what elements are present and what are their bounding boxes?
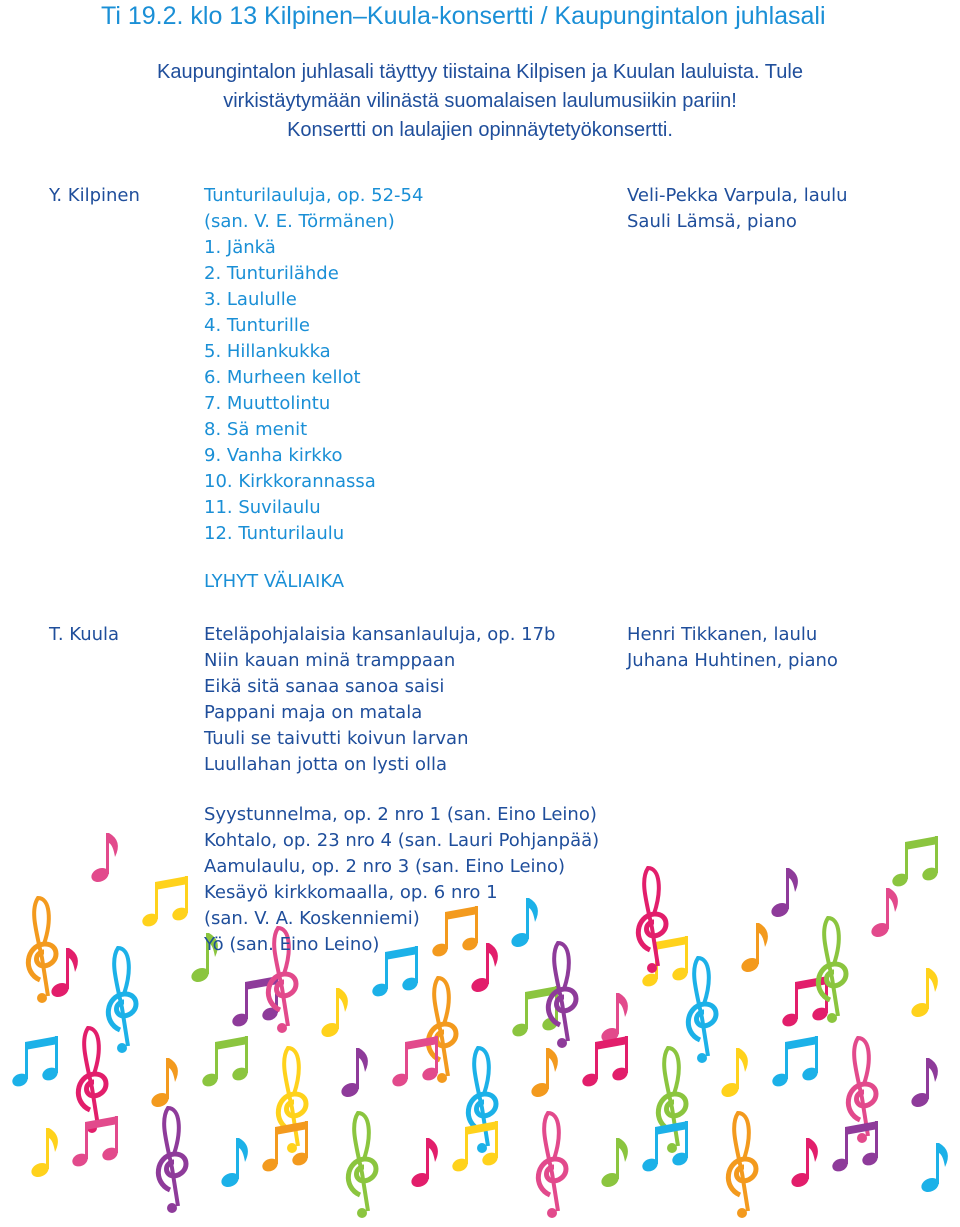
program-item: Kesäyö kirkkomaalla, op. 6 nro 1 [204, 882, 498, 903]
intro-line: Kaupungintalon juhlasali täyttyy tiistaina Kilpisen ja Kuulan lauluista. Tule [157, 61, 803, 83]
kilpinen-performers [627, 183, 848, 235]
kuula-performers [627, 622, 838, 674]
composer-kilpinen [49, 183, 140, 209]
program-item: 10. Kirkkorannassa [204, 471, 376, 492]
program-item: Eteläpohjalaisia kansanlauluja, op. 17b [204, 624, 556, 645]
program-item: 8. Sä menit [204, 419, 308, 440]
program-item: 1. Jänkä [204, 237, 276, 258]
kuula-program [204, 622, 555, 778]
program-item: Luullahan jotta on lysti olla [204, 754, 448, 775]
program-item: Tunturilauluja, op. 52-54 [204, 185, 424, 206]
concert-title: Ti 19.2. klo 13 Kilpinen–Kuula-konsertti / Kaupungintalon juhlasali [101, 2, 826, 30]
program-item: (san. V. E. Törmänen) [204, 211, 395, 232]
program-item: 9. Vanha kirkko [204, 445, 343, 466]
program-item: 11. Suvilaulu [204, 497, 321, 518]
program-item: 2. Tunturilähde [204, 263, 339, 284]
program-item: Tuuli se taivutti koivun larvan [204, 728, 469, 749]
program-item: Syystunnelma, op. 2 nro 1 (san. Eino Leino) [204, 804, 597, 825]
composer-kuula [49, 622, 119, 648]
program-item: Kohtalo, op. 23 nro 4 (san. Lauri Pohjanpää) [204, 830, 600, 851]
intro-line: Konsertti on laulajien opinnäytetyökonsertti. [287, 119, 673, 141]
program-item: Pappani maja on matala [204, 702, 423, 723]
program-item: 7. Muuttolintu [204, 393, 331, 414]
program-item: Niin kauan minä tramppaan [204, 650, 456, 671]
intro-line: virkistäytymään vilinästä suomalaisen laulumusiikin pariin! [223, 90, 737, 112]
program-item: Eikä sitä sanaa sanoa saisi [204, 676, 445, 697]
program-item: 4. Tunturille [204, 315, 310, 336]
performer: Sauli Lämsä, piano [627, 211, 797, 232]
intermission [204, 569, 344, 595]
kuula-program-2 [204, 802, 599, 958]
intermission-label: LYHYT VÄLIAIKA [204, 571, 345, 592]
program-item: 6. Murheen kellot [204, 367, 361, 388]
intro-text [0, 58, 960, 145]
performer: Juhana Huhtinen, piano [627, 650, 838, 671]
composer-name: T. Kuula [49, 624, 120, 645]
composer-name: Y. Kilpinen [49, 185, 140, 206]
program-item: Aamulaulu, op. 2 nro 3 (san. Eino Leino) [204, 856, 565, 877]
program-item: 5. Hillankukka [204, 341, 331, 362]
program-item: Yö (san. Eino Leino) [204, 934, 380, 955]
program-item: 12. Tunturilaulu [204, 523, 345, 544]
program-item: 3. Laululle [204, 289, 297, 310]
performer: Henri Tikkanen, laulu [627, 624, 818, 645]
kilpinen-program [204, 183, 423, 547]
performer: Veli-Pekka Varpula, laulu [627, 185, 848, 206]
program-item: (san. V. A. Koskenniemi) [204, 908, 420, 929]
